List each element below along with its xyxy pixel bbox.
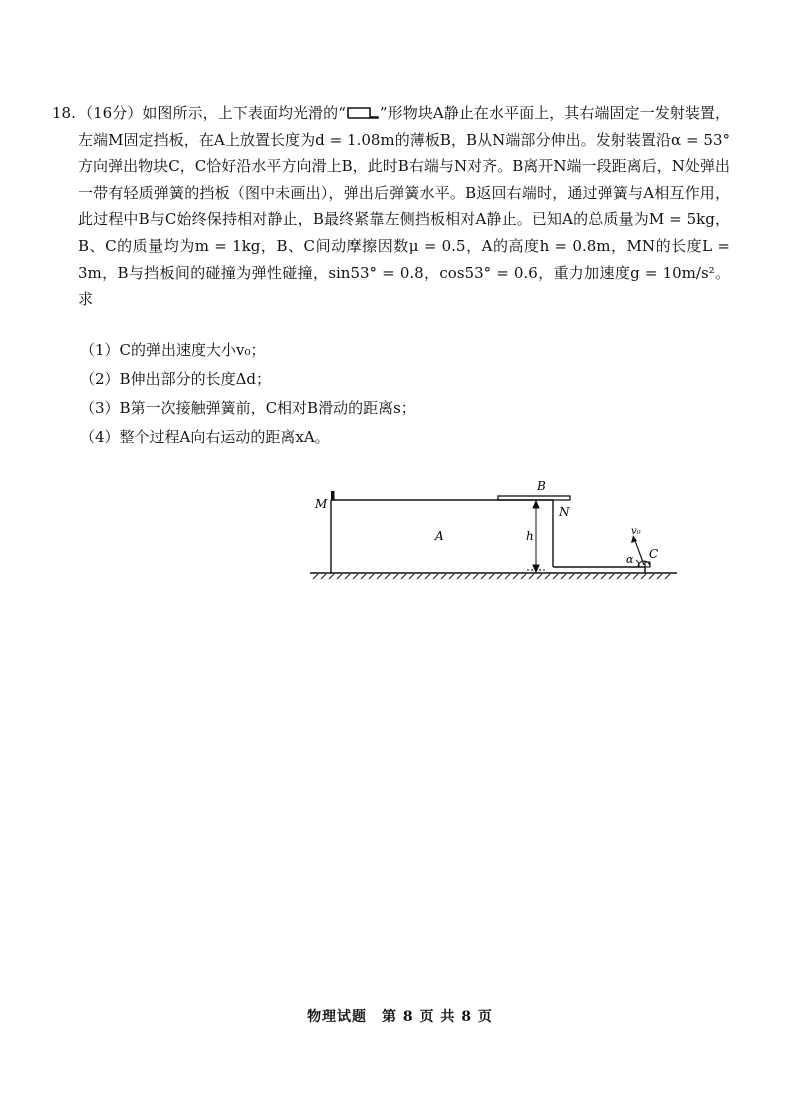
- stem-text-part-1: （16分）如图所示，上下表面均光滑的“: [78, 104, 346, 122]
- sub-question-list: [80, 336, 730, 452]
- block-shape-icon: [346, 106, 380, 120]
- figure-svg: [305, 478, 685, 583]
- label-alpha: α: [626, 553, 634, 566]
- stem-text-part-2: ”形物块A静止在水平面上，其右端固定一发射装置，左端M固定挡板，在A上放置长度为d = 1.08m的薄板B，B从N端部分伸出。发射装置沿α = 53°方向弹出物块C，C恰好沿水平方向滑上B，此时B右端与N对齐。B离开N端一段距离后，N处弹出一带有轻质弹簧的挡板（图中未画出），弹出后弹簧水平。B返回右端时，通过弹簧与A相互作用，此过程中B与C始终保持相对静止，B最终紧靠左侧挡板相对A静止。已知A的总质量为M = 5kg，B、C的质量均为m = 1kg，B、C间动摩擦因数μ = 0.5，A的高度h = 0.8m，MN的长度L = 3m，B与挡板间的碰撞为弹性碰撞，sin53° = 0.8，cos53° = 0.6，重力加速度g = 10m/s²。求: [78, 104, 730, 309]
- block-a: [331, 500, 645, 573]
- label-c: C: [649, 547, 659, 561]
- label-h: h: [526, 529, 534, 543]
- left-stopper: [331, 491, 335, 500]
- plank-b: [498, 496, 570, 500]
- launcher: [631, 535, 650, 567]
- label-b: B: [537, 479, 546, 493]
- sub-question-4: （4）整个过程A向右运动的距离xA。: [80, 428, 330, 446]
- label-a: A: [435, 529, 444, 543]
- physics-figure: [305, 478, 685, 583]
- question-stem: [78, 100, 730, 313]
- label-m: M: [315, 497, 328, 511]
- label-v0: v₀: [631, 526, 641, 537]
- sub-question-3: （3）B第一次接触弹簧前，C相对B滑动的距离s；: [80, 399, 416, 417]
- sub-question-2: （2）B伸出部分的长度Δd；: [80, 370, 272, 388]
- label-n: N: [559, 505, 570, 519]
- page-footer: 物理试题 第 8 页 共 8 页: [307, 1009, 493, 1025]
- ground: [310, 573, 677, 579]
- question-number: 18.: [52, 104, 76, 122]
- sub-question-1: （1）C的弹出速度大小v₀；: [80, 341, 266, 359]
